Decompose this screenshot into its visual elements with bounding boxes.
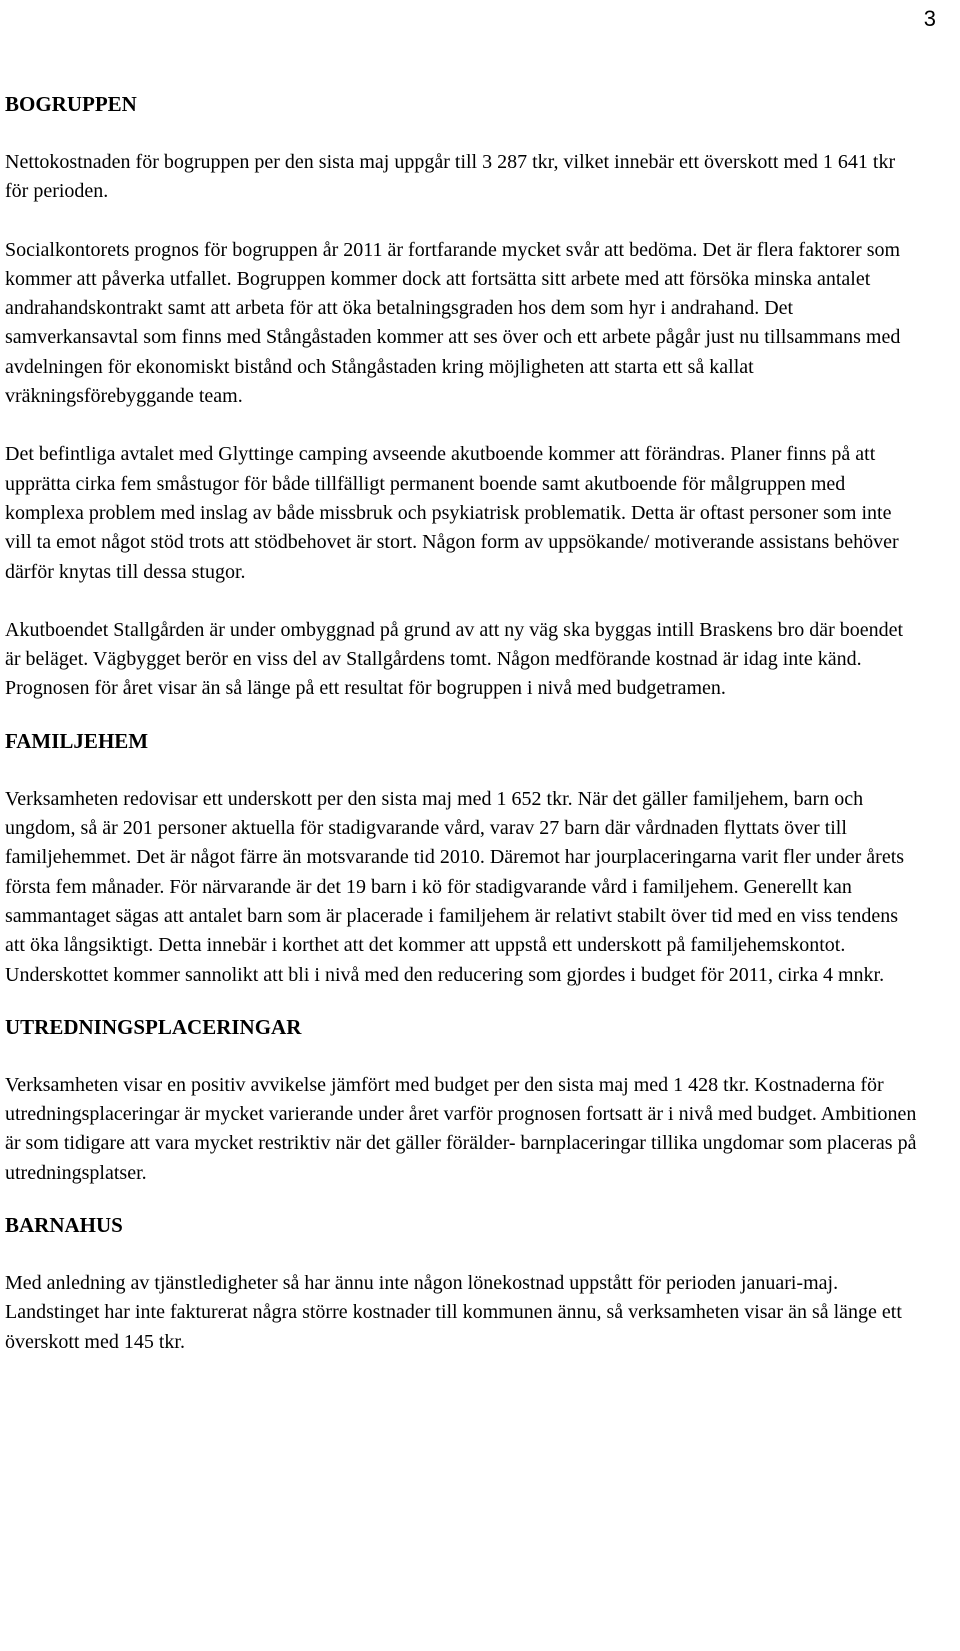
section-barnahus (5, 1211, 917, 1357)
paragraph: Akutboendet Stallgården är under ombyggnad på grund av att ny väg ska byggas intill Braskens bro där boendet är beläget. Vägbygget berör en viss del av Stallgårdens tomt. Någon medförande kostnad är idag inte känd. Prognosen för året visar än så länge på ett resultat för bogruppen i nivå med budgetramen. (5, 618, 904, 700)
document-body (5, 90, 917, 1357)
section-heading: BARNAHUS (5, 1213, 123, 1238)
paragraph: Det befintliga avtalet med Glyttinge camping avseende akutboende kommer att förändras. Planer finns på att upprätta cirka fem småstugor för både tillfälligt permanent boende samt akutboende för målgruppen med komplexa problem med inslag av både missbruk och psykiatrisk problematik. Detta är oftast personer som inte vill ta emot något stöd trots att stödbehovet är stort. Någon form av uppsökande/ motiverande assistans behöver därför knytas till dessa stugor. (5, 443, 899, 583)
paragraph: Verksamheten visar en positiv avvikelse jämfört med budget per den sista maj med 1 428 tkr. Kostnaderna för utredningsplaceringar är mycket varierande under året varför prognosen fortsatt är i nivå med budget. Ambitionen är som tidigare att vara mycket restriktiv när det gäller förälder- barnplaceringar tillika ungdomar som placeras på utredningsplatser. (5, 1073, 917, 1184)
section-heading: UTREDNINGSPLACERINGAR (5, 1014, 302, 1039)
page-number: 3 (923, 6, 936, 31)
section-heading: FAMILJEHEM (5, 728, 149, 753)
paragraph: Socialkontorets prognos för bogruppen år 2011 är fortfarande mycket svår att bedöma. Det är flera faktorer som kommer att påverka utfallet. Bogruppen kommer dock att fortsätta sitt arbete med att försöka minska antalet andrahandskontrakt samt att arbeta för att öka betalningsgraden hos dem som hyr i andrahand. Det samverkansavtal som finns med Stångåstaden kommer att ses över och ett arbete pågår just nu tillsammans med avdelningen för ekonomiskt bistånd och Stångåstaden kring möjligheten att starta ett så kallat vräkningsförebyggande team. (5, 238, 901, 408)
paragraph: Nettokostnaden för bogruppen per den sista maj uppgår till 3 287 tkr, vilket innebär ett överskott med 1 641 tkr för perioden. (5, 151, 896, 203)
section-heading: BOGRUPPEN (5, 92, 137, 116)
section-bogruppen (5, 90, 917, 704)
section-familjehem (5, 727, 917, 990)
paragraph: Verksamheten redovisar ett underskott per den sista maj med 1 652 tkr. När det gäller familjehem, barn och ungdom, så är 201 personer aktuella för stadigvarande vård, varav 27 barn där vårdnaden flyttats över till familjehemmet. Det är något färre än motsvarande tid 2010. Däremot har jourplaceringarna varit fler under årets första fem månader. För närvarande är det 19 barn i kö för stadigvarande vård i familjehem. Generellt kan sammantaget sägas att antalet barn som är placerade i familjehem är relativt stabilt över tid med en viss tendens att öka långsiktigt. Detta innebär i korthet att det kommer att uppstå ett underskott på familjehemskontot. Underskottet kommer sannolikt att bli i nivå med den reducering som gjordes i budget för 2011, cirka 4 mnkr. (5, 787, 905, 986)
paragraph: Med anledning av tjänstledigheter så har ännu inte någon lönekostnad uppstått för perioden januari-maj. Landstinget har inte fakturerat några större kostnader till kommunen ännu, så verksamheten visar än så länge ett överskott med 145 tkr. (5, 1272, 902, 1353)
section-utredningsplaceringar (5, 1013, 917, 1188)
